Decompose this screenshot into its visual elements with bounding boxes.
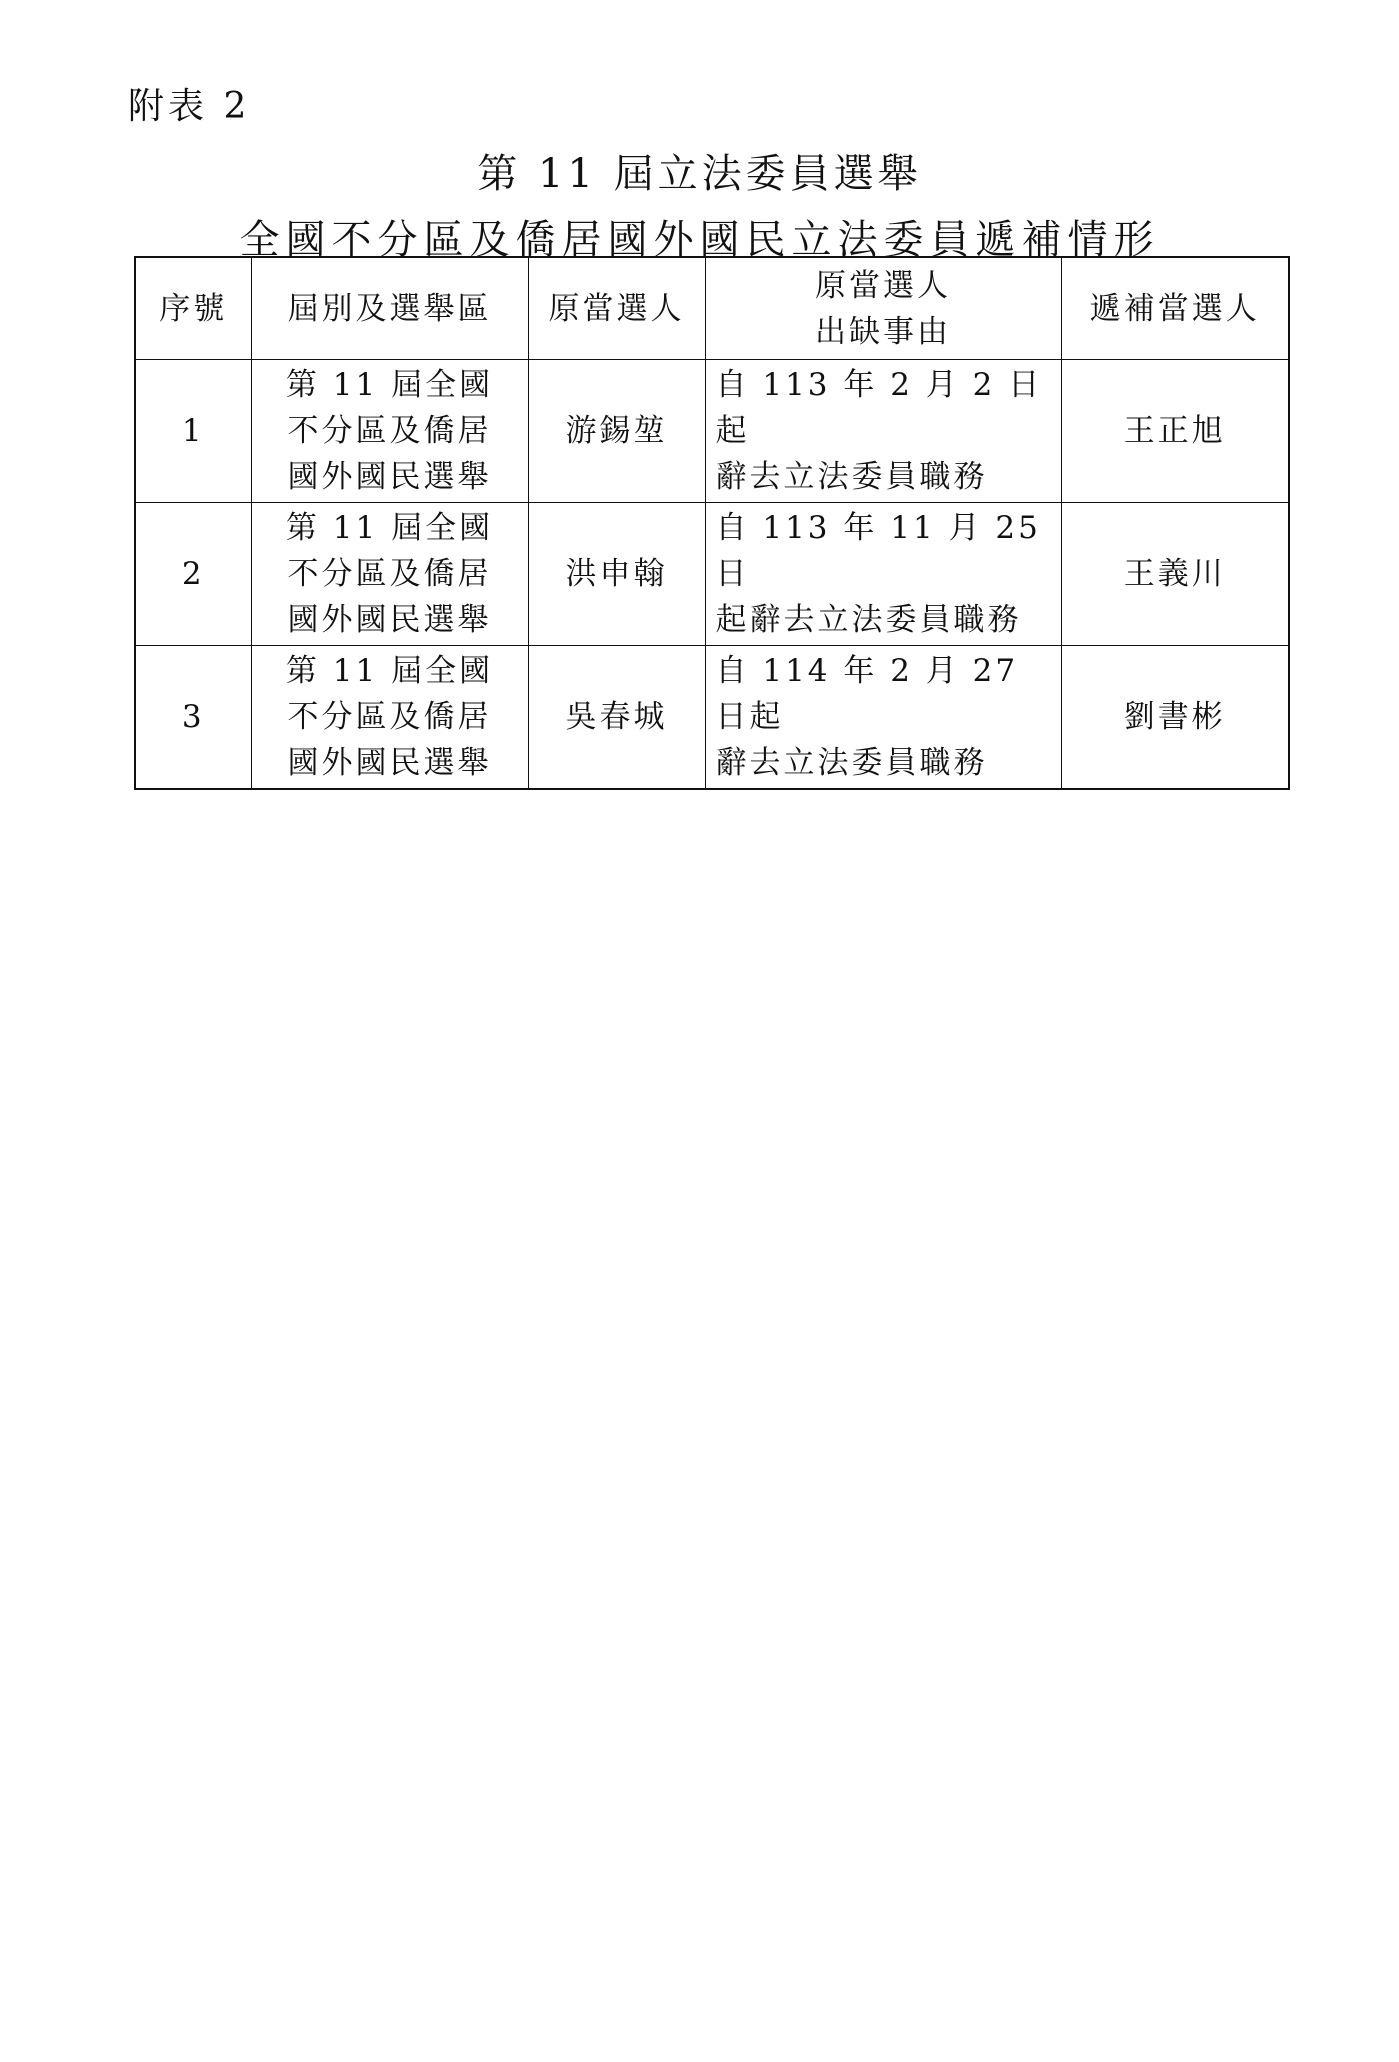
district-line: 第 11 屆全國 xyxy=(285,653,494,689)
cell-reason xyxy=(705,360,1061,503)
document-subtitle: 全國不分區及僑居國外國民立法委員遞補情形 xyxy=(239,217,1160,263)
cell-original: 游錫堃 xyxy=(528,360,705,503)
cell-original: 吳春城 xyxy=(528,646,705,790)
district-line: 第 11 屆全國 xyxy=(285,367,494,403)
cell-original: 洪申翰 xyxy=(528,503,705,646)
replacement-table xyxy=(134,256,1290,790)
cell-no: 1 xyxy=(135,360,251,503)
cell-replacement: 王義川 xyxy=(1061,503,1289,646)
district-line: 不分區及僑居 xyxy=(287,413,492,449)
cell-reason xyxy=(705,503,1061,646)
cell-reason xyxy=(705,646,1061,790)
table-row xyxy=(135,360,1289,503)
document-title: 第 11 屆立法委員選舉 xyxy=(477,151,922,197)
header-reason-line1: 原當選人 xyxy=(815,267,951,304)
cell-replacement: 劉書彬 xyxy=(1061,646,1289,790)
district-line: 國外國民選舉 xyxy=(287,745,492,781)
reason-line: 自 114 年 2 月 27 日起 xyxy=(715,653,1019,735)
reason-line: 自 113 年 11 月 25 日 xyxy=(715,510,1041,592)
cell-replacement: 王正旭 xyxy=(1061,360,1289,503)
table-row xyxy=(135,646,1289,790)
header-original: 原當選人 xyxy=(528,257,705,360)
header-no: 序號 xyxy=(135,257,251,360)
header-district: 屆別及選舉區 xyxy=(251,257,528,360)
cell-district xyxy=(251,646,528,790)
district-line: 不分區及僑居 xyxy=(287,699,492,735)
table-row xyxy=(135,503,1289,646)
district-line: 不分區及僑居 xyxy=(287,556,492,592)
header-reason xyxy=(705,257,1061,360)
reason-line: 辭去立法委員職務 xyxy=(715,459,988,495)
header-reason-line2: 出缺事由 xyxy=(815,313,951,350)
reason-line: 自 113 年 2 月 2 日起 xyxy=(715,367,1043,449)
reason-line: 辭去立法委員職務 xyxy=(715,745,988,781)
cell-district xyxy=(251,360,528,503)
cell-district xyxy=(251,503,528,646)
cell-no: 2 xyxy=(135,503,251,646)
district-line: 國外國民選舉 xyxy=(287,602,492,638)
header-replacement: 遞補當選人 xyxy=(1061,257,1289,360)
district-line: 國外國民選舉 xyxy=(287,459,492,495)
reason-line: 起辭去立法委員職務 xyxy=(715,602,1022,638)
cell-no: 3 xyxy=(135,646,251,790)
district-line: 第 11 屆全國 xyxy=(285,510,494,546)
attachment-label: 附表 2 xyxy=(128,86,251,127)
table-header-row xyxy=(135,257,1289,360)
